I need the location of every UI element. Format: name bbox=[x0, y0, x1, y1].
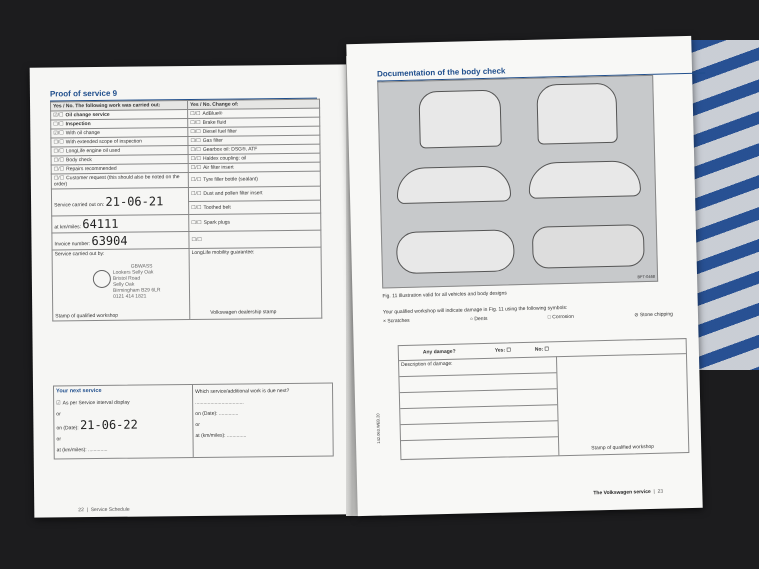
damage-symbols: × Scratches ○ Dents □ Corrosion ⊘ Stone chipping bbox=[382, 311, 674, 325]
car-top-view bbox=[396, 229, 515, 274]
mileage-cell[interactable]: at km/miles: 64111 bbox=[52, 215, 189, 233]
work-item[interactable]: ☑/☐ With oil change bbox=[51, 128, 188, 138]
invoice-cell[interactable]: Invoice number: 63904 bbox=[52, 232, 189, 250]
fig-caption: Fig. 11 Illustration valid for all vehicles and body designs bbox=[382, 290, 507, 300]
change-item[interactable]: ☐/☐ Diesel fuel filter bbox=[188, 126, 320, 136]
description-label: Description of damage: bbox=[401, 360, 453, 369]
vauxhall-logo-icon bbox=[93, 270, 111, 288]
carried-out-by-cell[interactable]: Service carried out by: GBWASS Lookers Selly Oak Bristol Road Selly Oak Birmingham B29 6LR 0121 414 1821 Stamp of qualified workshop bbox=[52, 249, 190, 321]
next-service-title: Your next service bbox=[56, 387, 102, 395]
vw-stamp-label: Volkswagen dealership stamp bbox=[210, 309, 277, 316]
work-item[interactable]: ☐/☐ Customer request (this should also be noted on the order) bbox=[51, 173, 188, 189]
side-code: 142.063.WEB.20 bbox=[375, 413, 382, 444]
change-item[interactable]: ☐/☐ Tyre filler bottle (sealant) bbox=[188, 171, 320, 187]
car-left-side bbox=[396, 165, 511, 204]
stamp-label-right: Stamp of qualified workshop bbox=[591, 443, 655, 452]
next-service-right[interactable]: Which service/additional work is due next? ................................... on (Date): .............. or at (km/miles): .............. bbox=[192, 384, 292, 457]
body-check-title: Documentation of the body check bbox=[376, 66, 506, 79]
change-item[interactable]: ☐/☐ Air filter insert bbox=[188, 162, 320, 172]
change-item[interactable]: ☐/☐ Gearbox oil: DSG®, ATF bbox=[188, 144, 320, 154]
change-item[interactable]: ☐/☐ Toothed belt bbox=[189, 200, 321, 215]
damage-table bbox=[398, 338, 690, 460]
work-item[interactable]: ☐/☐ LongLife engine oil used bbox=[51, 146, 188, 156]
next-date-handwritten: 21-06-22 bbox=[79, 417, 138, 433]
work-item[interactable]: ☐/☐ Body check bbox=[51, 155, 188, 165]
car-underbody-view bbox=[532, 224, 645, 269]
col1-header: Yes / No. The following work was carried out: bbox=[51, 101, 188, 111]
change-item[interactable]: ☐/☐ AdBlue® bbox=[188, 108, 320, 118]
no-option[interactable]: No: ☐ bbox=[534, 346, 550, 353]
any-damage-label: Any damage? bbox=[422, 348, 456, 356]
change-item[interactable]: ☐/☐ Dust and pollen filter insert bbox=[188, 186, 320, 201]
work-item[interactable]: ☑/☐ Oil change service bbox=[51, 110, 188, 120]
stamp-label: Stamp of qualified workshop bbox=[55, 312, 119, 320]
change-item[interactable]: ☐/☐ Spark plugs bbox=[189, 213, 321, 231]
instruction: Your qualified workshop will indicate damage in Fig. 11 using the following symbols: bbox=[382, 304, 568, 316]
longlife-cell[interactable]: LongLife mobility guarantee: Volkswagen dealership stamp bbox=[189, 247, 322, 319]
work-item[interactable]: ☐/☐ With extended scope of inspection bbox=[51, 137, 188, 147]
change-item[interactable]: ☐/☐ Brake fluid bbox=[188, 117, 320, 127]
car-right-side bbox=[528, 160, 641, 199]
change-item-blank[interactable]: ☐/☐ bbox=[189, 230, 321, 248]
car-rear-view bbox=[418, 90, 501, 149]
right-page bbox=[346, 36, 702, 516]
car-front-view bbox=[536, 83, 617, 145]
yes-option[interactable]: Yes: ☐ bbox=[494, 347, 512, 354]
service-date-cell[interactable]: Service carried out on: 21-06-21 bbox=[51, 188, 188, 216]
invoice-handwritten: 63904 bbox=[91, 233, 128, 249]
fig-code: BFT-0468 bbox=[637, 273, 656, 280]
next-service-left[interactable]: ☑ As per Service interval display or on (Date): 21-06-22 or at (km/miles): .............. bbox=[56, 399, 138, 454]
proof-of-service-title: Proof of service 9 bbox=[49, 88, 118, 99]
change-item[interactable]: ☐/☐ Haldex coupling: oil bbox=[188, 153, 320, 163]
right-footer: The Volkswagen service | 23 bbox=[593, 488, 664, 497]
service-table bbox=[50, 99, 322, 322]
next-service-box bbox=[53, 383, 334, 460]
col2-header: Yes / No. Change of: bbox=[188, 99, 320, 109]
left-footer: 22 | Service Schedule bbox=[78, 506, 130, 514]
workshop-stamp: GBWASS Lookers Selly Oak Bristol Road Selly Oak Birmingham B29 6LR 0121 414 1821 bbox=[112, 263, 161, 300]
service-date-handwritten: 21-06-21 bbox=[105, 194, 164, 209]
work-item[interactable]: ☐/☐ Repairs recommended bbox=[51, 164, 188, 174]
mileage-handwritten: 64111 bbox=[82, 216, 119, 232]
work-item[interactable]: ☐/☐ Inspection bbox=[51, 119, 188, 129]
left-page bbox=[30, 64, 355, 517]
vehicle-diagram bbox=[377, 75, 658, 289]
change-item[interactable]: ☐/☐ Gas filter bbox=[188, 135, 320, 145]
